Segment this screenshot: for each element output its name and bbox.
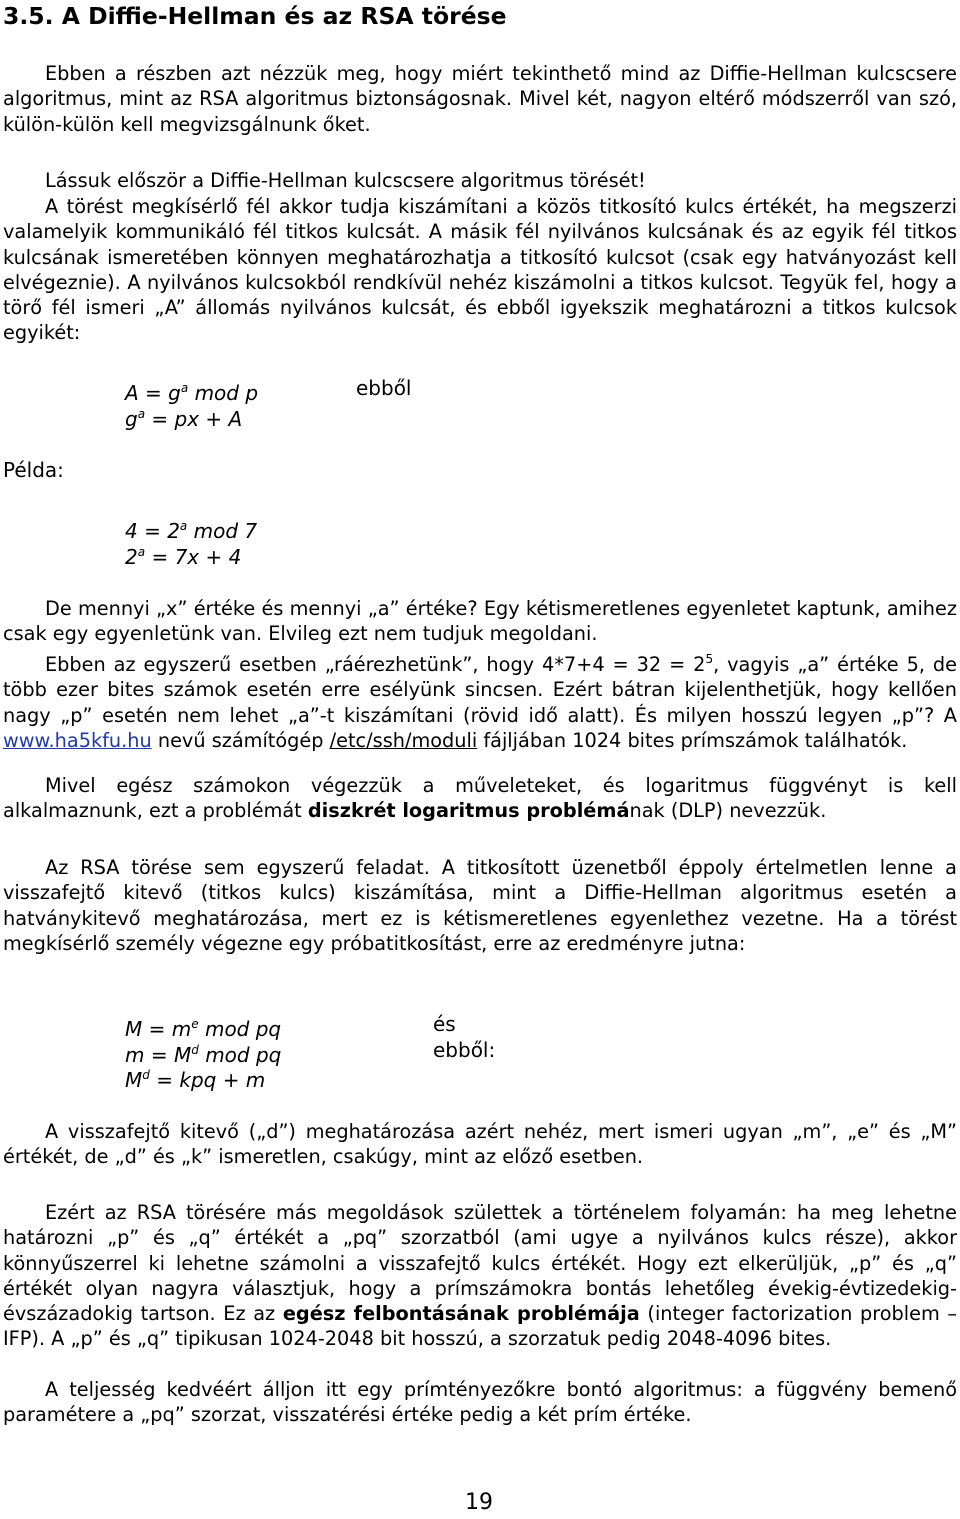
example-equation-1: $4 = 2^a$ mod 7 — [125, 519, 258, 543]
dlp-paragraph: Mivel egész számokon végezzük a műveleteket, és logaritmus függvényt is kell alkalmaznunk, ezt a problémát diszkrét logaritmus problémának (DLP) nevezzük. — [3, 774, 957, 823]
dh-equation-1: $A = g^a$ mod p — [125, 381, 259, 405]
rsa-intro-paragraph: Az RSA törése sem egyszerű feladat. A titkosított üzenetből éppoly értelmetlen lenne a visszafejtő kitevő (titkos kulcs) kiszámítása, mint a Diffie-Hellman algoritmus esetén a hatványkitevő meghatározása, mert ez is kétismeretlenes egyenlethez vezetne. Ha a törést megkísérlő személy végezne egy próbatitkosítást, erre az eredményre jutna: — [3, 856, 957, 955]
rsa-equation-2: $m = M^d$ mod pq — [125, 1043, 282, 1067]
rsa-equation-3: $M^d$ = kpq + m — [125, 1068, 266, 1092]
rsa-equation-1: $M = m^e$ mod pq — [125, 1017, 282, 1041]
ifp-term: egész felbontásának problémája — [282, 1302, 640, 1326]
dlp-term: diszkrét logaritmus problémá — [307, 799, 630, 823]
page-number: 19 — [465, 1490, 493, 1515]
section-title: 3.5. A Diffie-Hellman és az RSA törése — [3, 2, 507, 30]
example-label: Példa: — [3, 458, 64, 482]
rsa-equation-1-note: és — [433, 1012, 456, 1036]
example-equation-2: $2^a = 7x + 4$ — [125, 545, 242, 569]
ha5kfu-link[interactable]: www.ha5kfu.hu — [3, 728, 152, 752]
dh-equation-2: $g^a$ = px + A — [125, 407, 243, 431]
intro-paragraph: Ebben a részben azt nézzük meg, hogy miért tekinthető mind az Diffie-Hellman kulcscsere algoritmus, mint az RSA algoritmus biztonságosnak. Mivel két, nagyon eltérő módszerről van szó, külön-külön kell megvizsgálnunk őket. — [3, 62, 957, 136]
dh-equation-note: ebből — [356, 376, 412, 400]
dh-intro-line: Lássuk először a Diffie-Hellman kulcscsere algoritmus törését! — [45, 169, 646, 192]
factorization-paragraph: Ezért az RSA törésére más megoldások születtek a történelem folyamán: ha meg lehetne határozni „p” és „q” értékét a „pq” szorzatból (ami ugye a nyilvános kulcs része), akkor könnyűszerrel ki lehetne számolni a visszafejtő kulcs értékét. Hogy ezt elkerüljük, „p” és „q” értékét olyan nagyra választjuk, hogy a prímszámokra bontás lehetőleg évekig-évtizedekig-évszázadokig tartson. Ez az egész felbontásának problémája (integer factorization problem – IFP). A „p” és „q” tipikusan 1024-2048 bit hosszú, a szorzatuk pedig 2048-4096 bites. — [3, 1201, 957, 1351]
moduli-path: /etc/ssh/moduli — [329, 728, 478, 752]
algorithm-paragraph: A teljesség kedvéért álljon itt egy prímtényezőkre bontó algoritmus: a függvény bemenő paramétere a „pq” szorzat, visszatérési értéke pedig a két prím értéke. — [3, 1378, 957, 1427]
question-paragraph: De mennyi „x” értéke és mennyi „a” értéke? Egy kétismeretlenes egyenletet kaptunk, amihez csak egy egyenletünk van. Elvileg ezt nem tudjuk megoldani. — [3, 597, 957, 646]
guess-paragraph: Ebben az egyszerű esetben „ráérezhetünk”, hogy $4*7+4 = 32 = 2^5$, vagyis „a” értéke 5, de több ezer bites számok esetén erre esélyünk sincsen. Ezért bátran kijelenthetjük, hogy kellően nagy „p” esetén nem lehet „a”-t kiszámítani (rövid idő alatt). És milyen hosszú legyen „p”? A www.ha5kfu.hu nevű számítógép /etc/ssh/moduli fájljában 1024 bites prímszámok találhatók. — [3, 652, 957, 752]
rsa-equation-2-note: ebből: — [433, 1038, 496, 1062]
dh-attack-paragraph: A törést megkísérlő fél akkor tudja kiszámítani a közös titkosító kulcs értékét, ha megszerzi valamelyik kommunikáló fél titkos kulcsát. A másik fél nyilvános kulcsának és az egyik fél titkos kulcsának ismeretében könnyen meghatározhatja a titkosító kulcsot (csak egy hatványozást kell elvégeznie). A nyilvános kulcsokból rendkívül nehéz kiszámolni a titkos kulcsot. Tegyük fel, hogy a törő fél ismeri „A” állomás nyilvános kulcsát, és ebből igyekszik meghatározni a titkos kulcsok egyikét: — [3, 195, 957, 345]
decrypt-exponent-paragraph: A visszafejtő kitevő („d”) meghatározása azért nehéz, mert ismeri ugyan „m”, „e” és „M” értékét, de „d” és „k” ismeretlen, csakúgy, mint az előző esetben. — [3, 1120, 957, 1169]
